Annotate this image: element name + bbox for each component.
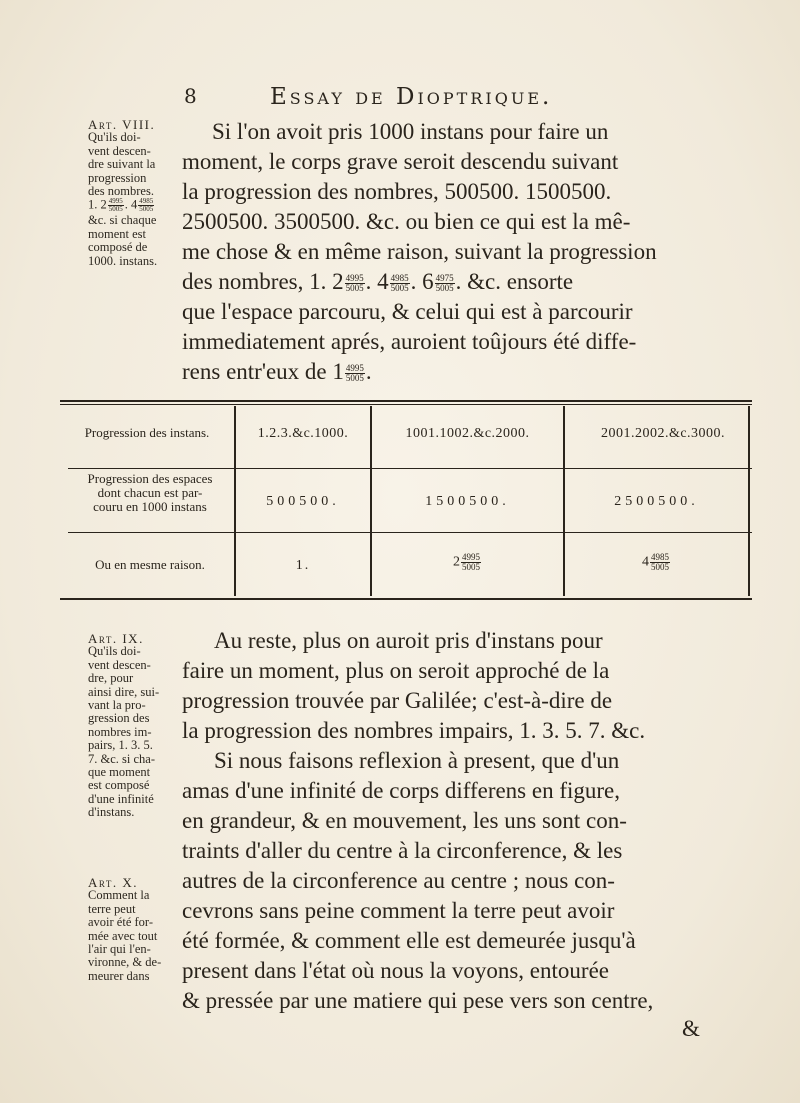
table-cell: 1500500. xyxy=(425,494,510,509)
sidenote-line: 1000. instans. xyxy=(88,253,158,268)
sidenote-line: pairs, 1. 3. 5. xyxy=(88,738,153,753)
sidenote-line: vent descen- xyxy=(88,143,151,158)
text-line: été formée, & comment elle est demeurée jusqu'à xyxy=(182,928,636,953)
text-line: autres de la circonference au centre ; nous con- xyxy=(182,868,615,893)
text-line: moment, le corps grave seroit descendu suivant xyxy=(182,149,619,174)
paragraph-1 xyxy=(182,117,722,387)
progression-table xyxy=(60,398,752,602)
sidenote-line: Art. IX. xyxy=(88,631,144,646)
text-line: rens entr'eux de 1 $\frac{4995}{5005}$ . xyxy=(182,359,372,384)
sidenote-line: Qu'ils doi- xyxy=(88,644,141,659)
table-cell: 2500500. xyxy=(614,494,699,509)
sidenote-line: vant la pro- xyxy=(88,698,146,713)
text-line: Si nous faisons reflexion à present, que d'un xyxy=(214,748,620,773)
text-line: me chose & en même raison, suivant la progression xyxy=(182,239,657,264)
sidenote-art-9 xyxy=(88,632,183,820)
sidenote-line: mée avec tout xyxy=(88,928,158,943)
text-line: Si l'on avoit pris 1000 instans pour faire un xyxy=(212,119,609,144)
fraction: $\frac{4985}{5005}$ xyxy=(139,197,154,214)
text-line: progression trouvée par Galilée; c'est-à-dire de xyxy=(182,688,613,713)
fraction: $\frac{4995}{5005}$ xyxy=(108,197,123,214)
sidenote-line: Art. VIII. xyxy=(88,117,156,132)
sidenote-line: progression xyxy=(88,170,147,185)
fraction: $\frac{4995}{5005}$ xyxy=(462,552,480,572)
sidenote-line: vironne, & de- xyxy=(88,955,162,970)
sidenote-line: Qu'ils doi- xyxy=(88,130,141,145)
sidenote-line: composé de xyxy=(88,240,148,255)
sidenote-line: l'air qui l'en- xyxy=(88,942,151,957)
table-cell: 1.2.3.&c.1000. xyxy=(257,426,349,441)
sidenote-formula: 1. 2 $\frac{4995}{5005}$ . 4 $\frac{4985}{5005}$ xyxy=(88,197,154,214)
table-rule xyxy=(68,468,752,469)
sidenote-line: d'une infinité xyxy=(88,791,154,806)
table-cell: 1. xyxy=(295,558,311,573)
row-label-instans: Progression des instans. xyxy=(84,425,210,440)
sidenote-line: nombres im- xyxy=(88,724,152,739)
row-label-raison: Ou en mesme raison. xyxy=(95,557,205,572)
text-line: traints d'aller du centre à la circonference, & les xyxy=(182,838,623,863)
text-line: en grandeur, & en mouvement, les uns sont con- xyxy=(182,808,627,833)
sidenote-line: Art. X. xyxy=(88,875,138,890)
text-line: cevrons sans peine comment la terre peut avoir xyxy=(182,898,615,923)
text-line: faire un moment, plus on seroit approché de la xyxy=(182,658,610,683)
sidenote-line: vent descen- xyxy=(88,657,151,672)
text-line: present dans l'état où nous la voyons, entourée xyxy=(182,958,609,983)
sidenote-line: ainsi dire, sui- xyxy=(88,684,160,699)
text-line: immediatement aprés, auroient toûjours été diffe- xyxy=(182,329,637,354)
sidenote-art-10 xyxy=(88,876,183,983)
sidenote-line: est composé xyxy=(88,778,150,793)
table-cell: 2001.2002.&c.3000. xyxy=(600,426,726,441)
table-cell: 1001.1002.&c.2000. xyxy=(405,426,530,441)
sidenote-line: Comment la xyxy=(88,888,150,903)
sidenote-line: dre suivant la xyxy=(88,157,156,172)
row-label-espaces: Progression des espaces dont chacun est par- couru en 1000 instans xyxy=(87,471,213,514)
sidenote-line: avoir été for- xyxy=(88,915,153,930)
sidenote-line: que moment xyxy=(88,765,151,780)
table-rule xyxy=(60,400,752,402)
fraction: $\frac{4985}{5005}$ xyxy=(390,273,409,294)
table-rule xyxy=(60,404,752,405)
table-cell: 2 $\frac{4995}{5005}$ xyxy=(453,552,480,572)
sidenote-line: gression des xyxy=(88,711,150,726)
text-line: la progression des nombres, 500500. 1500500. xyxy=(182,179,612,204)
text-line: amas d'une infinité de corps differens en figure, xyxy=(182,778,621,803)
sidenote-line: meurer dans xyxy=(88,968,150,983)
text-line: & pressée par une matiere qui pese vers son centre, xyxy=(182,988,654,1013)
fraction: $\frac{4995}{5005}$ xyxy=(345,363,364,384)
text-line: des nombres, 1. 2 $\frac{4995}{5005}$ . 4 $\frac{4985}{5005}$ . 6 $\frac{4975}{5005}$ . &c. ensorte xyxy=(182,269,574,294)
text-line: que l'espace parcouru, & celui qui est à parcourir xyxy=(182,299,633,324)
text-line: 2500500. 3500500. &c. ou bien ce qui est la mê- xyxy=(182,209,631,234)
paragraph-2 xyxy=(182,626,722,1016)
sidenote-art-8 xyxy=(88,118,183,268)
page-header xyxy=(180,84,640,114)
sidenote-line: &c. si chaque xyxy=(88,213,157,228)
fraction: $\frac{4975}{5005}$ xyxy=(435,273,454,294)
sidenote-line: d'instans. xyxy=(88,805,135,820)
sidenote-line: 7. &c. si cha- xyxy=(88,751,155,766)
catchword: & xyxy=(682,1016,700,1041)
sidenote-line: des nombres. xyxy=(88,184,154,199)
sidenote-line: terre peut xyxy=(88,901,136,916)
table-cell: 500500. xyxy=(266,494,340,509)
sidenote-line: dre, pour xyxy=(88,671,134,686)
table-cell: 4 $\frac{4985}{5005}$ xyxy=(642,552,669,572)
fraction: $\frac{4995}{5005}$ xyxy=(345,273,364,294)
table-rule xyxy=(68,532,752,533)
text-line: la progression des nombres impairs, 1. 3. 5. 7. &c. xyxy=(182,718,646,743)
running-title: Essay de Dioptrique. xyxy=(270,84,553,110)
text-line: Au reste, plus on auroit pris d'instans pour xyxy=(214,628,603,653)
table-rule xyxy=(60,598,752,600)
fraction: $\frac{4985}{5005}$ xyxy=(651,552,669,572)
page-number: 8 xyxy=(184,84,199,108)
sidenote-line: moment est xyxy=(88,226,146,241)
